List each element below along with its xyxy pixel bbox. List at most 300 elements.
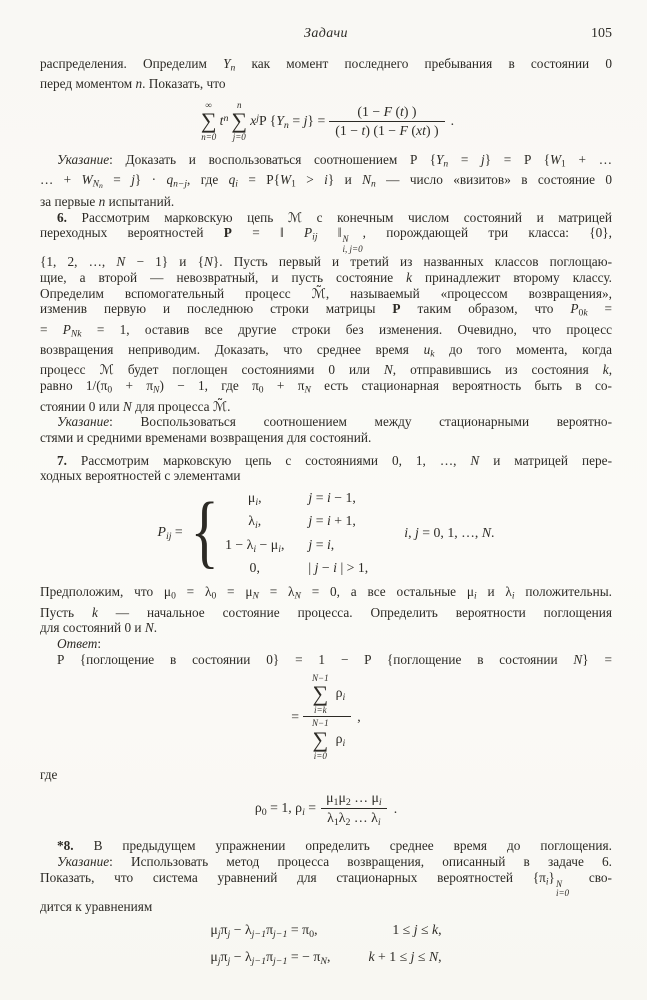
text-segment: λ [248,513,255,529]
case-value [225,560,284,577]
text-line [40,838,612,854]
text-line [40,254,612,270]
text-segment: = [587,301,613,317]
text-segment: ij [312,231,318,243]
text-line [40,399,612,415]
text-segment: λ [327,810,334,826]
equation-condition [368,921,441,943]
text-segment: ) (1 − [365,122,400,138]
text-segment: , [280,536,285,552]
text-segment: P [62,321,71,337]
cases-grid [225,490,368,576]
text-line [40,453,612,469]
text-segment: , называемый «процессом возвращения», [325,285,612,301]
text-segment: } и [327,172,363,188]
text-segment: 0 [258,384,264,396]
text-segment: Указание [57,414,110,430]
text-segment: xt [416,122,426,138]
text-segment: = λ [258,584,295,600]
equation-condition [368,948,441,970]
text-segment: = [40,321,63,337]
running-header [40,26,612,43]
text-segment: 2 [345,796,351,808]
text-line [40,605,612,621]
fraction [320,790,388,829]
fraction-numerator [303,673,351,717]
text-segment: k [406,269,413,285]
text-segment: k [583,307,588,319]
equations-grid [210,921,441,970]
text-line [40,301,612,321]
text-segment: 0 [211,591,217,603]
text-segment: i [255,496,259,508]
text-segment: . [393,800,398,816]
text-segment: , [326,949,331,965]
text-segment: μ [338,789,346,805]
fraction-denominator [329,121,444,139]
paragraph-hint-problem-6 [40,414,612,445]
text-segment: j [217,929,221,941]
text-segment: N [92,178,100,190]
paragraph-problem-6 [40,210,612,415]
sum-lower-limit: i=k [314,704,327,715]
text-segment: , [314,922,318,938]
summation-n [201,100,217,143]
text-segment: N [252,591,259,603]
sigma-symbol: ∑ [312,726,329,752]
text-line [40,194,612,210]
fraction-denominator [321,808,387,828]
text-segment: μ [210,949,218,965]
fraction-of-sums [303,673,351,761]
text-segment: − 1} и { [125,254,204,270]
text-segment: } · [134,172,167,188]
text-segment: n [283,119,289,131]
text-segment: n [99,181,103,191]
rho-lhs [255,800,316,818]
text-segment: k [430,348,435,360]
term-x-power-j [250,113,259,129]
text-segment: W [81,172,93,188]
text-segment: t [361,122,366,138]
index-range-note [404,525,494,541]
text-segment: i [511,591,515,603]
text-segment: P [304,225,313,241]
text-segment: N [153,384,160,396]
text-segment: i [302,806,305,818]
rho-term [336,685,346,703]
sum-lower-limit: n=0 [201,132,217,143]
formula-rho-definition [40,790,612,829]
text-segment: … + [40,172,82,188]
text-segment: Y [435,151,444,167]
text-segment: P [223,225,232,241]
text-segment: j [308,490,313,506]
case-condition [308,513,368,534]
text-segment: μ [210,922,218,938]
formula-stationary-equations [40,921,612,970]
text-segment: n [135,76,143,92]
text-segment: N [481,525,492,541]
text-segment: j [481,151,485,167]
text-segment: P [570,301,579,317]
text-segment: , [257,513,262,529]
sum-lower-limit: j=0 [232,132,246,143]
text-segment: Y [276,112,284,128]
text-segment: , [408,525,415,541]
text-segment: ходных вероятностей с элементами [40,468,241,484]
text-segment: μ [326,789,334,805]
text-line [40,430,612,446]
text-segment: t [400,103,404,119]
left-brace: { [190,484,219,576]
text-segment: 1 [333,796,339,808]
equation-left [210,921,330,943]
text-segment: стями и средними временами возвращения для состояний. [40,429,372,445]
text-line [40,286,612,302]
text-segment: i [278,543,281,555]
text-segment: стоянии 0 или [40,398,123,414]
text-segment: = [448,151,482,167]
text-segment: i [253,543,257,555]
text-segment: n [230,62,236,74]
probability-expression [259,113,325,131]
text-segment: . [227,398,231,414]
text-segment: будет поглощен состояниями 0 или [113,362,384,378]
text-segment: } = [582,651,612,667]
text-segment: 0 [578,307,584,319]
sum-lower-limit: i=0 [313,750,327,761]
text-segment: P [157,524,166,540]
text-line [40,225,612,254]
text-line [40,899,612,915]
text-segment: В предыдущем упражнении определить среднее время до поглощения. [93,838,612,854]
text-segment: i [333,559,337,575]
text-segment: , [357,708,361,724]
text-segment: = π [287,922,310,938]
text-segment: 0 [171,591,176,603]
fraction-numerator [320,790,388,809]
text-segment: i [545,876,549,888]
text-segment: F [383,103,392,119]
text-line [40,854,612,870]
text-segment: k [368,949,375,965]
text-segment: μ [247,490,256,506]
text-segment: . [153,620,158,636]
text-segment: | > 1, [337,559,369,575]
sum-upper-limit: ∞ [205,100,212,111]
text-segment: , отправившись из состояния [392,362,603,378]
stack-top: N [555,878,562,889]
text-segment: Указание [57,151,110,167]
text-segment: i [404,525,409,541]
text-segment: k [432,922,439,938]
text-segment: − 1, [330,490,356,506]
text-segment: j [256,113,259,125]
text-line [40,767,612,783]
text-segment: j−1 [273,929,288,941]
text-segment: n [443,158,449,170]
text-segment: j [308,513,313,529]
text-segment: … λ [350,810,378,826]
text-segment: Определим вспомогательный процесс [40,285,312,301]
text-segment: возвращения неприводим. Доказать, что среднее время [40,342,424,358]
summation-j [231,100,247,143]
summation-i-0 [312,718,329,761]
text-segment: N [122,398,132,414]
text-segment: j [413,922,418,938]
text-segment: распределения. Определим [40,56,224,71]
text-segment: n [223,113,229,125]
text-segment: , [258,490,262,506]
text-segment: , [438,922,442,938]
text-segment: j [410,949,415,965]
text-segment: F [399,122,408,138]
text-segment: щие, а второй — невозвратный, и пусть состояние [40,269,407,285]
paragraph-after-problem-7 [40,584,612,636]
case-condition [308,537,368,558]
text-segment: {1, 2, …, [40,254,117,270]
sigma-symbol: ∑ [312,680,329,706]
text-segment: за первые [40,193,99,209]
text-segment: = [312,536,327,552]
text-line [40,152,612,172]
text-segment: j−1 [251,929,267,941]
text-line [40,620,612,636]
text-segment: : Доказать и воспользоваться соотношением P { [109,151,436,167]
text-segment: ≤ [414,949,429,965]
running-title: Задачи [304,26,348,41]
text-segment: i [324,172,328,188]
text-segment: i [326,490,331,506]
text-segment: для процесса [131,398,213,414]
paragraph-problem-7 [40,453,612,484]
text-segment: ℳ̃ [212,398,228,414]
text-segment: i [342,737,346,749]
text-segment: } [548,869,555,885]
case-condition [308,560,368,577]
formula-generating-function [40,100,612,143]
text-line [40,270,612,286]
text-segment: W [280,172,292,188]
text-line [40,414,612,430]
text-segment: + π [112,378,154,394]
paragraph-where [40,767,612,783]
text-segment: 0 [261,806,267,818]
text-segment: сво- [569,869,612,885]
text-line [40,378,612,398]
text-segment: k [91,604,98,620]
text-segment: N [144,620,154,636]
text-segment: n−j [173,178,188,190]
text-segment: n [98,193,106,209]
sup-sub-stack [343,235,363,254]
matrix-element-lhs [158,524,183,542]
text-segment: N [470,452,480,468]
text-segment: > [295,172,325,188]
text-segment: j [308,536,313,552]
sum-upper-limit: N−1 [312,718,329,729]
text-segment: − λ [230,922,252,938]
text-segment: Ответ [57,636,98,652]
text-segment: = [171,524,183,540]
sigma-symbol: ∑ [200,108,217,134]
text-segment: ) ) [425,122,439,138]
text-segment: 1 ≤ [392,922,414,938]
text-segment: ℳ [287,209,303,225]
text-segment: процесс [40,362,100,378]
text-segment: 6. [57,209,82,225]
text-segment: j [217,955,221,967]
text-segment: ℳ [99,362,114,378]
text-segment: 1 [291,178,296,190]
text-segment: *8. [57,838,94,854]
text-segment: ‖ [317,225,342,241]
text-segment: j−1 [273,955,288,967]
text-segment: . [450,113,455,129]
text-segment: 0 [309,929,315,941]
text-line [40,172,612,194]
text-segment: λ [338,810,346,826]
text-segment: и матрицей пере- [479,452,612,468]
text-segment: π [220,949,228,965]
text-segment: x [250,113,257,129]
equation-left [210,948,330,970]
text-segment: = ‖ [231,225,305,241]
text-segment: W [549,151,562,167]
summation-i-k [312,673,329,716]
sum-upper-limit: N−1 [312,672,329,683]
text-segment: : [97,636,102,652]
text-segment: i [342,691,346,703]
case-value [225,490,284,511]
text-segment: , [608,362,613,378]
text-segment: N [320,955,327,967]
text-segment: + 1 ≤ [374,949,411,965]
text-segment: n [371,178,376,190]
page-number: 105 [591,26,612,41]
text-segment: = − π [287,949,321,965]
text-segment: i [235,178,238,190]
text-segment: Y [223,56,231,71]
text-line [40,468,612,484]
paragraph-answer-line [40,652,612,668]
text-segment: — начальное состояние процесса. Определить вероятности поглощения [97,604,612,620]
text-segment: P { [259,112,277,128]
text-segment: j−1 [251,955,267,967]
case-value [225,513,284,534]
text-segment: ) ) [403,103,417,119]
paragraph-problem-8 [40,838,612,914]
text-segment: i [326,536,331,552]
equals-sign: = [291,708,300,724]
text-segment: переходных вероятностей [40,225,224,241]
text-segment: (1 − [357,103,384,119]
text-segment: = [312,490,327,506]
text-segment: ij [165,531,172,543]
paragraph-answer-label [40,636,612,652]
text-segment: 1 − λ [225,536,254,552]
text-segment: … μ [350,789,379,805]
stack-top: N [342,234,349,245]
text-segment: ≤ [417,922,433,938]
text-segment: , порождающей три класса: {0}, [362,225,612,241]
text-segment: принадлежит второму классу. [412,269,612,285]
text-segment: u [423,342,431,358]
text-segment: }. Пусть первый и третий из названных классов поглощаю- [212,254,612,270]
text-line [40,56,612,76]
text-segment: , [438,949,442,965]
text-segment: i [254,520,258,532]
text-segment: где [40,766,58,782]
text-line [40,322,612,342]
text-segment: N [428,949,439,965]
text-segment: = [288,112,304,128]
text-segment: . Показать, что [142,76,226,92]
fraction [329,104,444,139]
text-line [40,76,612,92]
rho-term [336,731,346,749]
text-segment: } = [307,112,326,128]
text-segment: } = P { [484,151,550,167]
text-segment: = μ [216,584,253,600]
text-segment: π [266,949,274,965]
text-segment: испытаний. [105,193,175,209]
text-segment: Пусть [40,604,92,620]
text-segment: изменив первую и последнюю строки матрицы [40,301,393,317]
text-segment: ρ [335,685,343,700]
text-segment: (1 − [335,122,362,138]
formula-transition-matrix-cases [40,484,612,576]
text-segment: π [266,922,274,938]
text-segment: = [102,172,132,188]
text-segment: + … [565,151,613,167]
text-segment: = 0, а все остальные μ [300,584,474,600]
text-segment: π [220,922,228,938]
text-segment: ρ [335,730,343,746]
text-segment: + 1, [330,513,356,529]
text-segment: N [304,384,311,396]
text-segment: j [303,112,308,128]
text-segment: ρ [254,800,262,816]
text-segment: j [314,559,319,575]
text-segment: = 1, ρ [266,800,303,816]
text-segment: перед моментом [40,76,136,92]
text-segment: Рассмотрим марковскую цепь [81,209,288,225]
paragraph-hint-problem-5 [40,152,612,210]
text-segment: ( [407,122,417,138]
text-segment: i [326,513,331,529]
text-segment: − λ [230,949,252,965]
case-condition [308,490,368,511]
text-segment: и λ [476,584,512,600]
text-segment: = 0, 1, …, [418,525,482,541]
text-segment: k [602,362,609,378]
text-segment: ) − 1, где π [159,378,259,394]
text-segment: i [378,796,382,808]
term-t-power-n [220,113,229,129]
text-segment: = λ [175,584,212,600]
text-segment: . [491,525,495,541]
text-line [40,584,612,604]
text-segment: 2 [345,817,351,829]
text-segment: Предположим, что μ [40,584,172,600]
text-segment: j [415,525,419,541]
text-segment: ( [392,103,401,119]
text-segment: N [294,591,301,603]
text-segment: 7. [57,452,81,468]
text-segment: : Использовать метод процесса возвращения, описанный в задаче 6. [109,853,612,869]
